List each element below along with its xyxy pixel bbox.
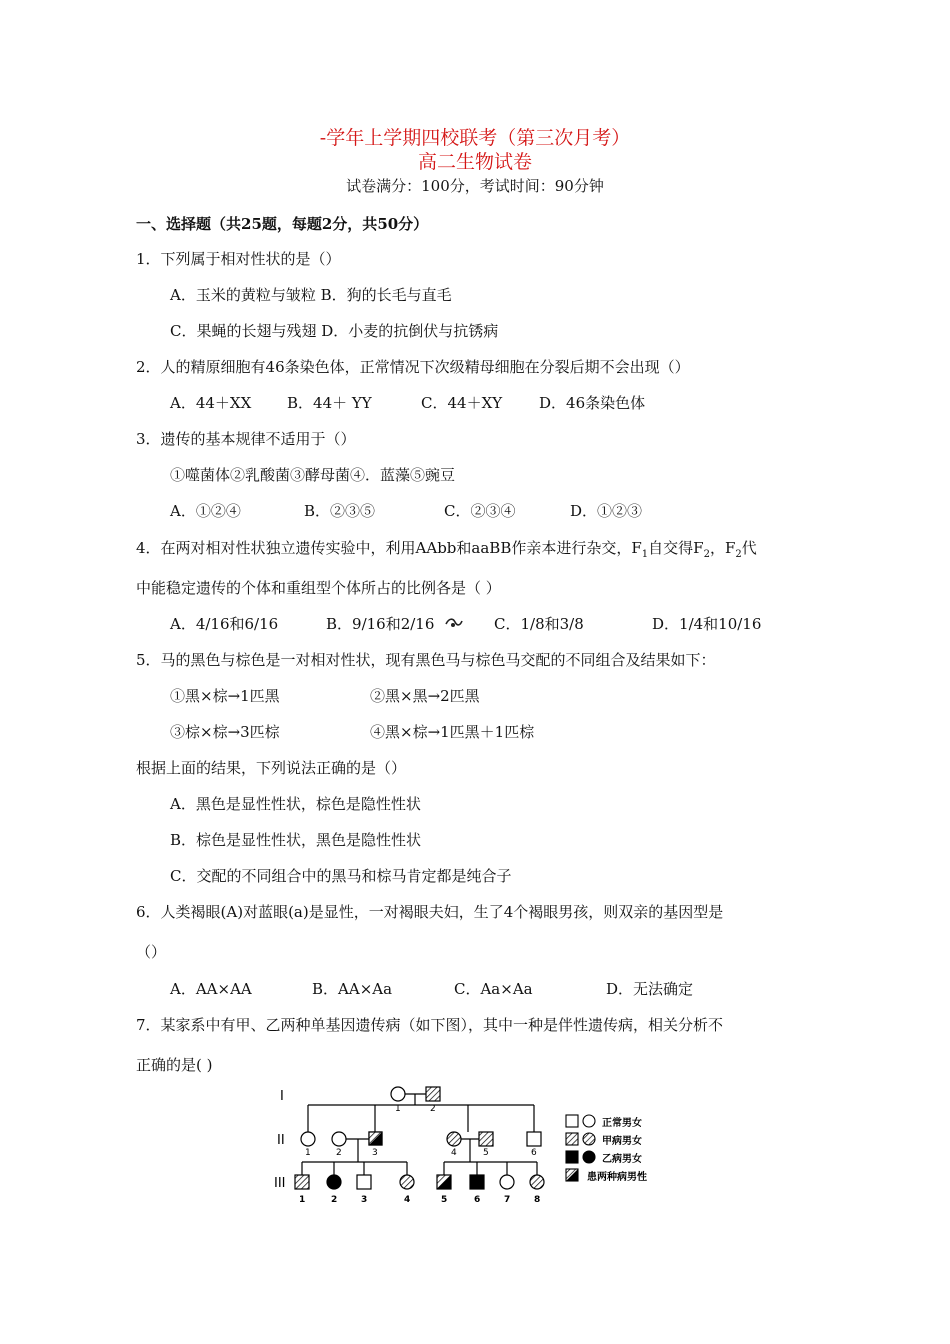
pedigree-III3-normal-male	[357, 1175, 371, 1189]
legend-label: 甲病男女	[602, 1136, 642, 1147]
pedigree-III7-normal-female	[500, 1175, 514, 1189]
legend-label: 乙病男女	[602, 1154, 642, 1165]
q4-stem-line2: 中能稳定遗传的个体和重组型个体所占的比例各是（ ）	[136, 579, 501, 597]
pedigree-number-label: 2	[331, 1195, 338, 1205]
pedigree-number-label: 6	[531, 1148, 537, 1158]
q5-ask: 根据上面的结果，下列说法正确的是（）	[136, 759, 407, 777]
q3-stem: 3．遗传的基本规律不适用于（）	[136, 430, 356, 448]
pedigree-III1-disease-a-male	[295, 1175, 309, 1189]
q4-option-a: A．4/16和6/16	[170, 615, 279, 633]
q2-option-c: C．44＋XY	[421, 394, 503, 412]
q5-combo-2: ②黑×黑→2匹黑	[370, 687, 480, 705]
exam-subtitle: 高二生物试卷	[417, 151, 532, 173]
pedigree-number-label: 4	[404, 1195, 411, 1205]
q3-option-d: D．①②③	[570, 502, 643, 520]
q5-stem: 5．马的黑色与棕色是一对相对性状，现有黑色马与棕色马交配的不同组合及结果如下：	[136, 651, 716, 669]
generation-label: III	[274, 1176, 286, 1191]
pedigree-III2-disease-b-female	[327, 1175, 341, 1189]
q4-subscript: 2	[735, 549, 742, 560]
q4-stem-part-c: ，F	[709, 539, 736, 557]
q3-option-c: C．②③④	[444, 502, 516, 520]
exam-title: -学年上学期四校联考（第三次月考）	[319, 127, 631, 149]
pedigree-number-label: 5	[483, 1148, 489, 1158]
q6-option-a: A．AA×AA	[170, 980, 252, 998]
pedigree-II2-normal-female	[332, 1132, 346, 1146]
pedigree-number-label: 1	[395, 1104, 401, 1114]
q1-stem: 1．下列属于相对性状的是（）	[136, 250, 341, 268]
pedigree-number-label: 1	[305, 1148, 311, 1158]
pedigree-number-label: 4	[451, 1148, 457, 1158]
q3-items: ①噬菌体②乳酸菌③酵母菌④．蓝藻⑤豌豆	[170, 466, 456, 484]
q5-option-b: B．棕色是显性性状，黑色是隐性性状	[170, 831, 422, 849]
q6-stem-line2: （）	[136, 943, 167, 961]
q2-option-a: A．44＋XX	[170, 394, 252, 412]
pedigree-legend	[566, 1115, 647, 1183]
pedigree-III4-disease-a-female	[400, 1175, 414, 1189]
exam-info: 试卷满分：100分，考试时间：90分钟	[346, 177, 604, 195]
q4-stem	[136, 538, 757, 558]
pedigree-number-label: 8	[534, 1195, 541, 1205]
q4-option-b: B．9/16和2/16	[326, 615, 435, 633]
q4-stem-part-b: 自交得F	[648, 539, 704, 557]
q2-option-b: B．44＋ YY	[287, 394, 372, 412]
q1-options-line2: C．果蝇的长翅与残翅 D．小麦的抗倒伏与抗锈病	[170, 322, 499, 340]
pedigree-II4-disease-a-female	[447, 1132, 461, 1146]
pedigree-number-label: 2	[430, 1104, 436, 1114]
q4-subscript: 1	[641, 549, 649, 560]
q5-combo-1: ①黑×棕→1匹黑	[170, 687, 280, 705]
q6-option-d: D．无法确定	[606, 980, 694, 998]
legend-label: 正常男女	[602, 1118, 642, 1129]
q4-option-d: D．1/4和10/16	[652, 615, 762, 633]
pedigree-III5-both-diseases-male	[437, 1175, 451, 1189]
pedigree-number-label: 5	[441, 1195, 448, 1205]
q5-combo-3: ③棕×棕→3匹棕	[170, 723, 280, 741]
q4-option-c: C．1/8和3/8	[494, 615, 584, 633]
pedigree-II5-disease-a-male	[479, 1132, 493, 1146]
stray-mark-icon	[444, 616, 464, 630]
pedigree-III8-disease-a-female	[530, 1175, 544, 1189]
q3-option-b: B．②③⑤	[304, 502, 376, 520]
q4-stem-part-d: 代	[741, 539, 757, 557]
pedigree-number-label: 3	[361, 1195, 368, 1205]
pedigree-number-label: 1	[299, 1195, 306, 1205]
q7-stem: 7．某家系中有甲、乙两种单基因遗传病（如下图），其中一种是伴性遗传病，相关分析不	[136, 1016, 724, 1034]
generation-label: II	[277, 1133, 285, 1148]
pedigree-I2-disease-a-male	[426, 1087, 440, 1101]
q4-stem-part-a: 4．在两对相对性状独立遗传实验中，利用AAbb和aaBB作亲本进行杂交，F	[136, 539, 642, 557]
legend-label: 患两种病男性	[587, 1172, 647, 1183]
pedigree-I1-normal-female	[391, 1087, 405, 1101]
q5-option-a: A．黑色是显性性状，棕色是隐性性状	[170, 795, 421, 813]
q1-options-line1: A．玉米的黄粒与皱粒 B．狗的长毛与直毛	[170, 286, 452, 304]
q5-combo-4: ④黑×棕→1匹黑＋1匹棕	[370, 723, 535, 741]
pedigree-II6-normal-male	[527, 1132, 541, 1146]
pedigree-number-label: 7	[504, 1195, 511, 1205]
generation-label: I	[280, 1089, 284, 1104]
q5-option-c: C．交配的不同组合中的黑马和棕马肯定都是纯合子	[170, 867, 512, 885]
q2-stem: 2．人的精原细胞有46条染色体，正常情况下次级精母细胞在分裂后期不会出现（）	[136, 358, 690, 376]
pedigree-II1-normal-female	[301, 1132, 315, 1146]
pedigree-number-label: 2	[336, 1148, 342, 1158]
pedigree-number-label: 6	[474, 1195, 481, 1205]
section-heading: 一、选择题（共25题，每题2分，共50分）	[136, 215, 429, 233]
pedigree-number-label: 3	[372, 1148, 378, 1158]
pedigree-chart	[272, 1082, 692, 1212]
q6-stem: 6．人类褐眼(A)对蓝眼(a)是显性，一对褐眼夫妇，生了4个褐眼男孩，则双亲的基因型是	[136, 903, 724, 921]
q3-option-a: A．①②④	[170, 502, 241, 520]
q6-option-b: B．AA×Aa	[312, 980, 393, 998]
q2-option-d: D．46条染色体	[539, 394, 646, 412]
q6-option-c: C．Aa×Aa	[454, 980, 533, 998]
pedigree-III6-disease-b-male	[470, 1175, 484, 1189]
q4-subscript: 2	[703, 549, 710, 560]
q7-stem-line2: 正确的是( )	[136, 1056, 213, 1074]
pedigree-II3-both-diseases-male	[369, 1132, 382, 1145]
